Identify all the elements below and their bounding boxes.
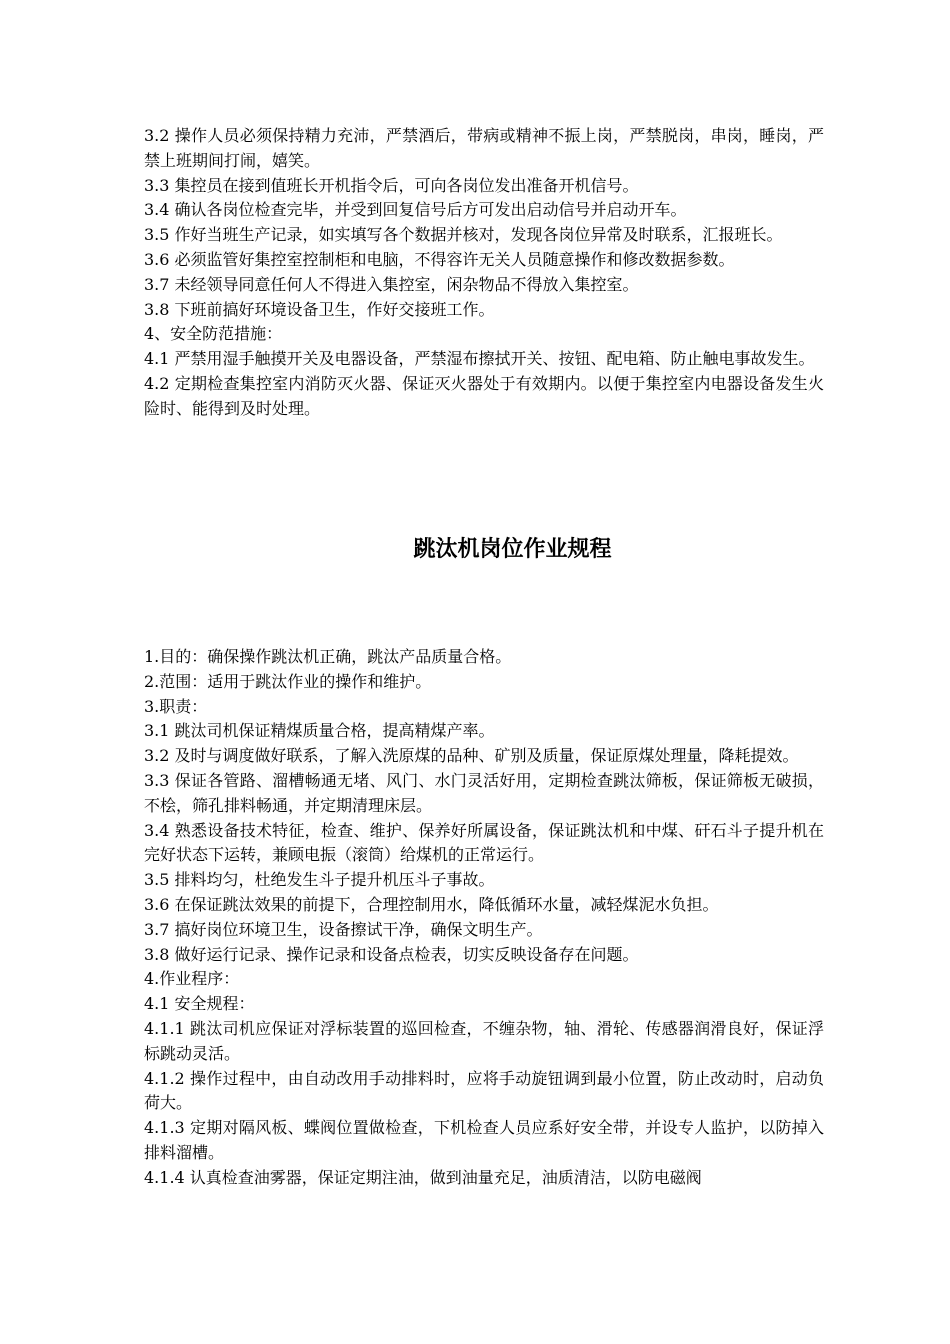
paragraph: 3.2 及时与调度做好联系，了解入洗原煤的品种、矿别及质量，保证原煤处理量，降耗提效。 (144, 746, 799, 766)
paragraph: 4、安全防范措施： (144, 324, 283, 344)
paragraph: 4.作业程序： (144, 969, 240, 989)
paragraph: 3.6 必须监管好集控室控制柜和电脑，不得容许无关人员随意操作和修改数据参数。 (144, 249, 735, 269)
paragraph: 3.8 下班前搞好环境设备卫生，作好交接班工作。 (144, 299, 495, 319)
paragraph: 4.1.4 认真检查油雾器，保证定期注油，做到油量充足，油质清洁，以防电磁阀 (144, 1167, 702, 1187)
paragraph: 4.1 安全规程： (144, 994, 255, 1014)
paragraph: 4.1.2 操作过程中，由自动改用手动排料时，应将手动旋钮调到最小位置，防止改动时，启动负荷大。 (144, 1068, 824, 1113)
section-top-paragraphs (144, 124, 824, 422)
paragraph: 3.7 搞好岗位环境卫生，设备擦试干净，确保文明生产。 (144, 919, 543, 939)
paragraph: 3.7 未经领导同意任何人不得进入集控室，闲杂物品不得放入集控室。 (144, 274, 639, 294)
paragraph: 3.2 操作人员必须保持精力充沛，严禁酒后，带病或精神不振上岗，严禁脱岗，串岗，睡岗，严禁上班期间打闹，嬉笑。 (144, 126, 824, 170)
paragraph: 4.1.3 定期对隔风板、蝶阀位置做检查，下机检查人员应系好安全带，并设专人监护，以防掉入排料溜槽。 (144, 1118, 824, 1162)
paragraph: 3.职责： (144, 696, 208, 716)
paragraph: 4.1.1 跳汰司机应保证对浮标装置的巡回检查，不缠杂物，轴、滑轮、传感器润滑良好，保证浮标跳动灵活。 (144, 1018, 824, 1063)
paragraph: 3.3 集控员在接到值班长开机指令后，可向各岗位发出准备开机信号。 (144, 175, 639, 195)
paragraph: 3.6 在保证跳汰效果的前提下，合理控制用水，降低循环水量，减轻煤泥水负担。 (144, 894, 719, 914)
section-bottom-paragraphs (144, 645, 824, 1191)
paragraph: 4.2 定期检查集控室内消防灭火器、保证灭火器处于有效期内。以便于集控室内电器设备发生火险时、能得到及时处理。 (144, 373, 824, 418)
paragraph: 1.目的：确保操作跳汰机正确，跳汰产品质量合格。 (144, 647, 512, 666)
paragraph: 3.1 跳汰司机保证精煤质量合格，提高精煤产率。 (144, 721, 495, 741)
paragraph: 3.8 做好运行记录、操作记录和设备点检表，切实反映设备存在问题。 (144, 944, 639, 964)
paragraph: 3.4 熟悉设备技术特征，检查、维护、保养好所属设备，保证跳汰机和中煤、矸石斗子提升机在完好状态下运转，兼顾电振（滚筒）给煤机的正常运行。 (144, 820, 824, 865)
paragraph: 4.1 严禁用湿手触摸开关及电器设备，严禁湿布擦拭开关、按钮、配电箱、防止触电事故发生。 (144, 349, 815, 369)
paragraph: 3.3 保证各管路、溜槽畅通无堵、风门、水门灵活好用，定期检查跳汰筛板，保证筛板无破损，不桧，筛孔排料畅通，并定期清理床层。 (144, 770, 824, 815)
paragraph: 3.5 排料均匀，杜绝发生斗子提升机压斗子事故。 (144, 870, 495, 890)
paragraph: 3.4 确认各岗位检查完毕，并受到回复信号后方可发出启动信号并启动开车。 (144, 200, 687, 220)
document-title: 跳汰机岗位作业规程 (413, 537, 612, 562)
paragraph: 2.范围：适用于跳汰作业的操作和维护。 (144, 671, 432, 691)
paragraph: 3.5 作好当班生产记录，如实填写各个数据并核对，发现各岗位异常及时联系，汇报班长。 (144, 225, 783, 245)
